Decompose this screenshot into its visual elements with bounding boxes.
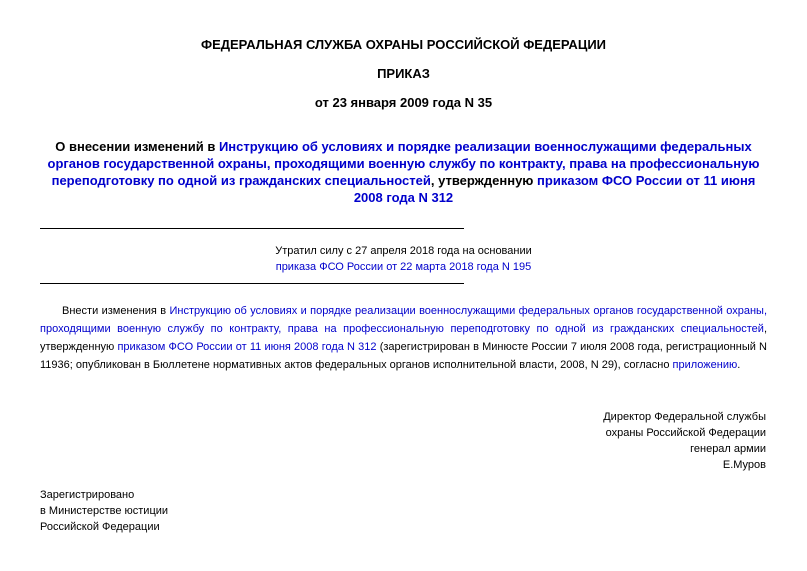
subject-text: , утвержденную xyxy=(430,173,538,188)
registration-line: Зарегистрировано xyxy=(40,489,135,501)
body-text: Внести изменения в xyxy=(62,305,170,317)
document-type: ПРИКАЗ xyxy=(377,66,430,81)
expired-notice: Утратил силу с 27 апреля 2018 года на основании xyxy=(275,245,532,257)
body-text: . xyxy=(737,359,741,371)
order-body-paragraph xyxy=(40,302,767,374)
body-text: , утвержденную xyxy=(40,323,767,353)
appendix-link[interactable]: приложению xyxy=(672,359,738,371)
expiring-order-link[interactable]: приказа ФСО России от 22 марта 2018 года N 195 xyxy=(275,261,532,273)
issuing-organization: ФЕДЕРАЛЬНАЯ СЛУЖБА ОХРАНЫ РОССИЙСКОЙ ФЕДЕРАЦИИ xyxy=(200,37,607,52)
subject-order-link[interactable]: приказом ФСО России от 11 июня 2008 года N 312 xyxy=(353,173,756,205)
registration-line: Российской Федерации xyxy=(40,521,160,533)
document-subject xyxy=(40,138,767,206)
registration-line: в Министерстве юстиции xyxy=(40,505,169,517)
signatory-name: Е.Муров xyxy=(722,459,766,471)
signatory-position: охраны Российской Федерации xyxy=(605,427,766,439)
expired-notice-link-line xyxy=(0,260,807,275)
document-date-number: от 23 января 2009 года N 35 xyxy=(314,95,493,110)
body-text: (зарегистрирован в Минюсте России 7 июля 2008 года, регистрационный N 11936; опубликован в Бюллетене нормативных актов федеральных органов исполнительной власти, 2008, N 29), согласно xyxy=(40,341,767,371)
signature-block xyxy=(603,409,766,473)
divider xyxy=(40,283,464,284)
signatory-position: Директор Федеральной службы xyxy=(603,411,766,423)
registration-block xyxy=(40,487,168,535)
subject-text: О внесении изменений в xyxy=(55,139,219,154)
subject-instruction-link[interactable]: Инструкцию об условиях и порядке реализации военнослужащими федеральных органов государственной охраны, проходящими военную службу по контракту, права на профессиональную переподготовку по одной из гражданских специальностей xyxy=(47,139,760,188)
signatory-rank: генерал армии xyxy=(690,443,766,455)
body-order-link[interactable]: приказом ФСО России от 11 июня 2008 года N 312 xyxy=(117,341,377,353)
divider xyxy=(40,228,464,229)
body-instruction-link[interactable]: Инструкцию об условиях и порядке реализации военнослужащими федеральных органов государственной охраны, проходящими военную службу по контракту, права на профессиональную переподготовку по одной из гражданских специальностей xyxy=(40,305,768,335)
